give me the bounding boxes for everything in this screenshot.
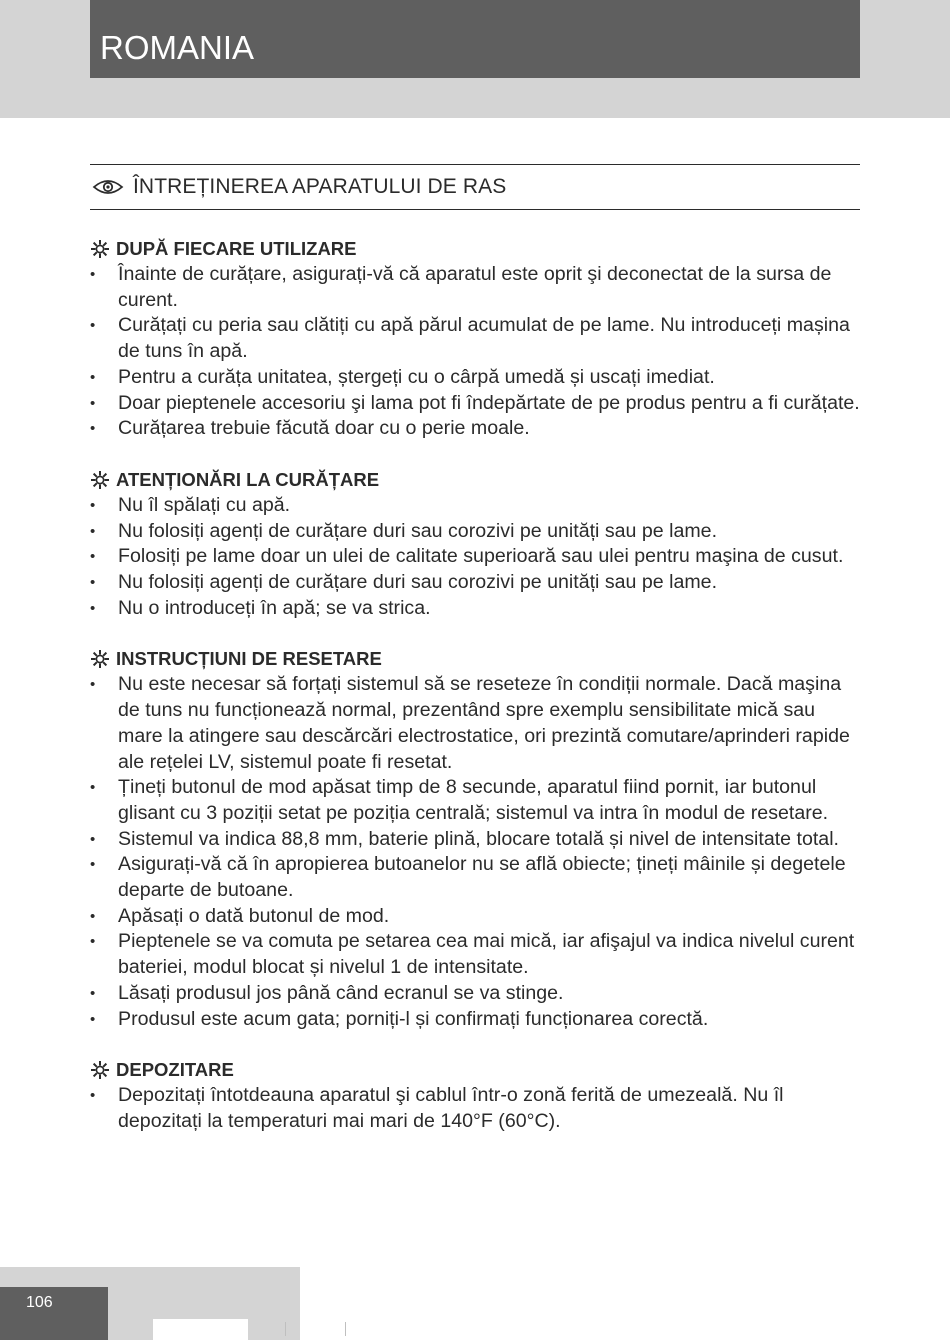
- subsection: [90, 467, 860, 622]
- subsection-title: [90, 236, 860, 262]
- language-title: ROMANIA: [90, 0, 860, 78]
- bullet-list: [90, 1083, 860, 1134]
- subsection-title-text: DEPOZITARE: [116, 1059, 234, 1081]
- bullet-list: [90, 493, 860, 622]
- list-item: • Curățarea trebuie făcută doar cu o perie moale.: [90, 416, 860, 442]
- subsection-title: [90, 646, 860, 672]
- footer-tick: [285, 1322, 286, 1336]
- subsection-title: [90, 1057, 860, 1083]
- list-item: • Sistemul va indica 88,8 mm, baterie plină, blocare totală și nivel de intensitate total.: [90, 827, 860, 853]
- footer-tick: [345, 1322, 346, 1336]
- sun-icon: [90, 239, 110, 259]
- subsection: [90, 646, 860, 1032]
- bullet-list: [90, 262, 860, 442]
- bullet-list: [90, 672, 860, 1032]
- subsection-title-text: DUPĂ FIECARE UTILIZARE: [116, 238, 357, 259]
- list-item: • Pieptenele se va comuta pe setarea cea mai mică, iar afişajul va indica nivelul curent bateriei, modul blocat și nivelul 1 de intensitate.: [90, 929, 860, 980]
- list-item: • Asigurați-vă că în apropierea butoanelor nu se află obiecte; țineți mâinile și degetele departe de butoane.: [90, 852, 860, 903]
- content: [90, 236, 860, 1160]
- list-item: • Curățați cu peria sau clătiți cu apă părul acumulat de pe lame. Nu introduceți mașina de tuns în apă.: [90, 313, 860, 364]
- subsection: [90, 236, 860, 442]
- list-item: • Nu este necesar să forțați sistemul să se reseteze în condiții normale. Dacă maşina de tuns nu funcționează normal, prezentând spre exemplu sensibilitate mică sau mare la atingere sau descărcări electrostatice, ori prezintă comutare/aprinderi rapide ale rețelei LV, sistemul poate fi resetat.: [90, 672, 860, 775]
- list-item: • Lăsați produsul jos până când ecranul se va stinge.: [90, 981, 860, 1007]
- list-item: • Pentru a curăța unitatea, ștergeți cu o cârpă umedă și uscați imediat.: [90, 365, 860, 391]
- list-item: • Înainte de curățare, asigurați-vă că aparatul este oprit şi deconectat de la sursa de curent.: [90, 262, 860, 313]
- list-item: • Nu o introduceți în apă; se va strica.: [90, 596, 860, 622]
- footer-tab: [153, 1319, 248, 1340]
- list-item: • Nu folosiți agenți de curățare duri sau corozivi pe unități sau pe lame.: [90, 570, 860, 596]
- section-header: [90, 164, 860, 210]
- subsection-title-text: ATENȚIONĂRI LA CURĂȚARE: [116, 468, 380, 490]
- sun-icon: [90, 649, 110, 669]
- eye-icon: [92, 177, 124, 197]
- list-item: • Nu folosiți agenți de curățare duri sau corozivi pe unități sau pe lame.: [90, 519, 860, 545]
- list-item: • Doar pieptenele accesoriu şi lama pot fi îndepărtate de pe produs pentru a fi curățate.: [90, 391, 860, 417]
- sun-icon: [90, 470, 110, 490]
- subsection-title-text: INSTRUCȚIUNI DE RESETARE: [116, 648, 382, 670]
- sun-icon: [90, 1060, 110, 1080]
- list-item: • Produsul este acum gata; porniți-l și confirmați funcționarea corectă.: [90, 1007, 860, 1033]
- list-item: • Țineți butonul de mod apăsat timp de 8 secunde, aparatul fiind pornit, iar butonul glisant cu 3 poziții setat pe poziția centrală; sistemul va intra în modul de resetare.: [90, 775, 860, 826]
- list-item: • Apăsați o dată butonul de mod.: [90, 904, 860, 930]
- list-item: • Nu îl spălați cu apă.: [90, 493, 860, 519]
- page-number: 106: [0, 1287, 108, 1340]
- subsection: [90, 1057, 860, 1134]
- list-item: • Folosiți pe lame doar un ulei de calitate superioară sau ulei pentru maşina de cusut.: [90, 544, 860, 570]
- section-title: ÎNTREȚINEREA APARATULUI DE RAS: [133, 175, 507, 198]
- list-item: • Depozitați întotdeauna aparatul şi cablul într-o zonă ferită de umezeală. Nu îl depozitați la temperaturi mai mari de 140°F (60°C).: [90, 1083, 860, 1134]
- subsection-title: [90, 467, 860, 493]
